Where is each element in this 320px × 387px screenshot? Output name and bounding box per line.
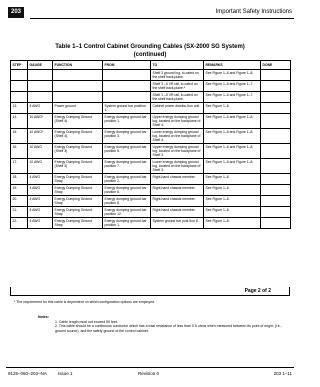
table-row (11, 144, 291, 159)
cell-function: Energy Dumping Ground (Shelf 4) (53, 129, 103, 144)
cell-step (11, 70, 28, 81)
cell-function: Power ground (53, 103, 103, 114)
cell-step (11, 81, 28, 92)
cell-gauge: 10 AWG* (28, 114, 53, 129)
cell-done (261, 174, 291, 185)
cell-step: 16. (11, 144, 28, 159)
table-row (11, 129, 291, 144)
cell-remarks: See Figure 1–6 and Figure 1–8. (204, 159, 261, 174)
cell-function (53, 81, 103, 92)
cell-from: System ground bar position 1. (103, 103, 151, 114)
table-row (11, 70, 291, 81)
grounding-table-container (10, 60, 290, 229)
footer-rule (6, 367, 294, 368)
cell-done (261, 92, 291, 103)
note-item: 2. This cable should be a continuous conductor which has a total resistance of less than 0.5 ohms when measured between its point of origin; (i.e., ground source), and the safety ground of the control cabinet. (55, 324, 282, 333)
cell-to: Right-hand chassis member. (151, 185, 204, 196)
table-row (11, 218, 291, 229)
cell-to: Shelf 3 –5 VR rail, lo-cated on the shelf back-plane.* (151, 81, 204, 92)
table-row (11, 196, 291, 207)
cell-function (53, 92, 103, 103)
cell-remarks: See Figure 1–6 and Figure 1–7. (204, 81, 261, 92)
cell-from (103, 92, 151, 103)
header-gauge: GAUGE (28, 61, 53, 70)
table-row (11, 81, 291, 92)
page-number: 203 1–11 (273, 371, 292, 376)
cell-step: 14. (11, 114, 28, 129)
cell-gauge: 4 AWG (28, 218, 53, 229)
cell-from (103, 70, 151, 81)
cell-function: Energy Dumping Ground Strap (53, 174, 103, 185)
table-title-main: Table 1–1 Control Cabinet Grounding Cables (SX-2000 SG System) (55, 44, 245, 50)
cell-to: Upper energy dumping ground lug, located on the backplane of Shelf 4. (151, 114, 204, 129)
cell-gauge: 4 AWG (28, 207, 53, 218)
revision-label: Revision 0 (138, 371, 160, 376)
cell-gauge: 4 AWG (28, 174, 53, 185)
cell-from: Energy dumping ground bar position 8. (103, 196, 151, 207)
header-to: TO (151, 61, 204, 70)
notes-label: Notes: (38, 315, 49, 319)
cell-step: 15. (11, 129, 28, 144)
cell-from: Energy dumping ground bar position 6. (103, 185, 151, 196)
issue-label: Issue 1 (58, 371, 73, 376)
cell-done (261, 129, 291, 144)
cell-to: Cabinet power distribu-tion unit (151, 103, 204, 114)
cell-from: Energy dumping ground bar position 12. (103, 207, 151, 218)
header-remarks: REMARKS (204, 61, 261, 70)
cell-step: 22. (11, 218, 28, 229)
cell-remarks: See Figure 1–6 and Figure 1–8. (204, 144, 261, 159)
cell-done (261, 218, 291, 229)
cell-to: Lower energy dumping ground lug, located on the backplane of Shelf 4. (151, 129, 204, 144)
cell-gauge: 10 AWG (28, 144, 53, 159)
cell-from (103, 81, 151, 92)
cell-gauge: 4 AWG (28, 196, 53, 207)
note-item: 1. Cable length must not exceed 50 feet. (55, 319, 118, 324)
cell-from: Energy dumping ground bar position 3. (103, 129, 151, 144)
cell-gauge (28, 70, 53, 81)
cell-from: Energy dumping ground bar position 2. (103, 174, 151, 185)
cell-function: Energy Dumping Ground Strap (53, 196, 103, 207)
cell-step: 13. (11, 103, 28, 114)
table-row (11, 114, 291, 129)
cell-function: Energy Dumping Ground Strap (53, 207, 103, 218)
cell-remarks: See Figure 1–6. (204, 103, 261, 114)
cell-function (53, 70, 103, 81)
cell-from: Energy dumping ground bar position 1. (103, 218, 151, 229)
table-row (11, 207, 291, 218)
cell-done (261, 144, 291, 159)
cell-to: Upper energy dumping ground lug, located on the backplane of Shelf 3. (151, 144, 204, 159)
cell-remarks: See Figure 1–6. (204, 196, 261, 207)
cell-remarks: See Figure 1–6. (204, 218, 261, 229)
document-number: 9125–060–203–NA (8, 371, 47, 376)
cell-done (261, 103, 291, 114)
section-badge: 203 (8, 7, 24, 18)
table-row (11, 103, 291, 114)
cell-to: Right-hand chassis member. (151, 207, 204, 218)
cell-step: 18. (11, 174, 28, 185)
table-title (0, 43, 300, 59)
page-of-label: Page 2 of 2 (244, 288, 271, 294)
cell-step: 17. (11, 159, 28, 174)
cell-gauge: 4 AWG (28, 185, 53, 196)
cell-remarks: See Figure 1–6 and Figure 1–8. (204, 70, 261, 81)
running-header: Important Safety Instructions (215, 9, 292, 15)
cell-step: 19. (11, 185, 28, 196)
cell-to: Shelf 1 –5 VR rail, lo-cated on the shelf back-plane. (151, 92, 204, 103)
cell-done (261, 70, 291, 81)
header-function: FUNCTION (53, 61, 103, 70)
cell-remarks: See Figure 1–6 and Figure 1–8. (204, 114, 261, 129)
cell-done (261, 207, 291, 218)
cell-remarks: See Figure 1–6 and Figure 1–8. (204, 129, 261, 144)
table-header-row (11, 61, 291, 70)
cell-remarks: See Figure 1–6 and Figure 1–7. (204, 92, 261, 103)
cell-to: System ground bar posi-tion 8. (151, 218, 204, 229)
header-rule (30, 18, 294, 19)
cell-to: Right-hand chassis member. (151, 174, 204, 185)
table-row (11, 185, 291, 196)
cell-from: Energy dumping ground bar position 1. (103, 114, 151, 129)
cell-function: Energy Dumping Ground Strap (53, 218, 103, 229)
cell-done (261, 196, 291, 207)
cell-gauge (28, 81, 53, 92)
page-indicator-row (10, 287, 290, 296)
cell-done (261, 185, 291, 196)
cell-done (261, 81, 291, 92)
table-body (11, 70, 291, 229)
cell-gauge: 10 AWG* (28, 129, 53, 144)
table-row (11, 174, 291, 185)
cell-to: Right-hand chassis member. (151, 196, 204, 207)
cell-remarks: See Figure 1–6. (204, 174, 261, 185)
cell-function: Energy Dumping Ground (Shelf 3) (53, 144, 103, 159)
cell-step: 21. (11, 207, 28, 218)
header-done: DONE (261, 61, 291, 70)
cell-gauge: 10 AWG (28, 159, 53, 174)
cell-done (261, 114, 291, 129)
header-from: FROM (103, 61, 151, 70)
cell-remarks: See Figure 1–6. (204, 185, 261, 196)
cell-gauge: 4 AWG (28, 103, 53, 114)
cell-function: Energy Dumping Ground Strap (53, 185, 103, 196)
cell-gauge (28, 92, 53, 103)
cell-to: Shelf 3 ground lug, lo-cated on the shelf back-plane. (151, 70, 204, 81)
table-title-continued: (continued) (133, 52, 167, 58)
table-row (11, 159, 291, 174)
cell-step (11, 92, 28, 103)
grounding-cables-table (10, 60, 291, 229)
table-footnote: * The requirement for this cable is dependent on which configuration options are employed. (14, 300, 155, 304)
cell-function: Energy Dumping Ground (Shelf 4) (53, 114, 103, 129)
cell-done (261, 159, 291, 174)
cell-from: Energy dumping ground bar position 5. (103, 144, 151, 159)
cell-to: Lower energy dumping ground lug, located on the backplane of Shelf 3. (151, 159, 204, 174)
table-row (11, 92, 291, 103)
header-step: STEP (11, 61, 28, 70)
cell-step: 20. (11, 196, 28, 207)
notes-block (38, 315, 288, 333)
cell-remarks: See Figure 1–6. (204, 207, 261, 218)
cell-function: Energy Dumping Ground (Shelf 3) (53, 159, 103, 174)
cell-from: Energy dumping ground bar position 7. (103, 159, 151, 174)
